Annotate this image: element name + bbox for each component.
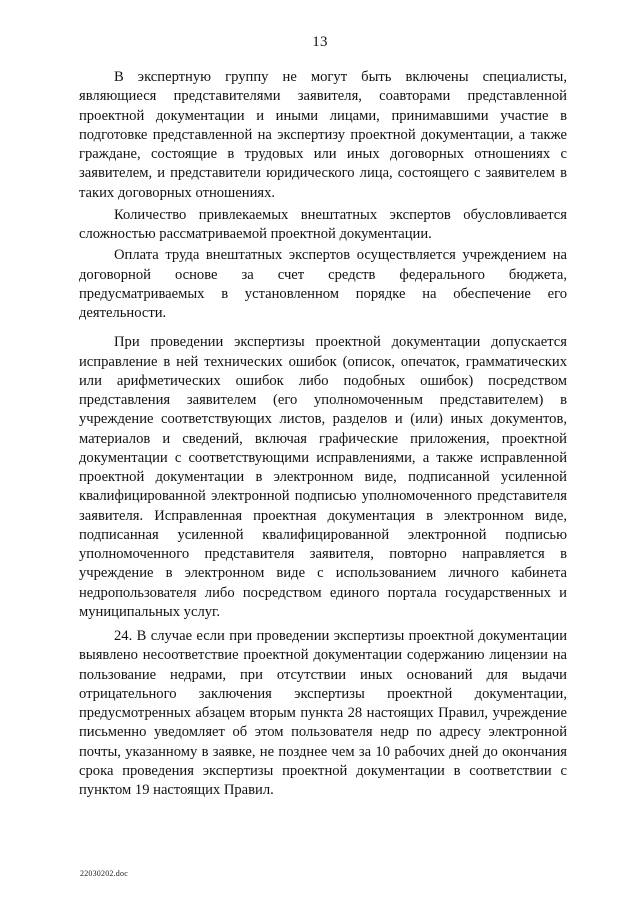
paragraph-external-experts-payment: Оплата труда внештатных экспертов осуществляется учреждением на договорной основе за счет средств федерального бюджета, предусматриваемых в установленном порядке на обеспечение его деятельности. xyxy=(79,247,567,321)
document-body xyxy=(79,68,567,800)
document-file-code: 22030202.doc xyxy=(80,869,128,878)
paragraph-error-correction: При проведении экспертизы проектной документации допускается исправление в ней технических ошибок (описок, опечаток, грамматических или арифметических ошибок либо подобных ошибок) посредством представления заявителем (его уполномоченным представителем) в учреждение соответствующих листов, разделов и (или) иных документов, материалов и сведений, включая графические приложения, проектной документации с соответствующими исправлениями, а также исправленной проектной документации в электронном виде, подписанной усиленной квалифицированной электронной подписью уполномоченного представителя заявителя. Исправленная проектная документация в электронном виде, подписанная усиленной квалифицированной электронной подписью уполномоченного представителя заявителя, повторно направляется в учреждение в электронном виде с использованием личного кабинета недропользователя либо посредством единого портала государственных и муниципальных услуг. xyxy=(79,334,567,620)
paragraph-clause-24: 24. В случае если при проведении экспертизы проектной документации выявлено несоответствие проектной документации содержанию лицензии на пользование недрами, при отсутствии иных оснований для выдачи отрицательного заключения экспертизы проектной документации, предусмотренных абзацем вторым пункта 28 настоящих Правил, учреждение письменно уведомляет об этом пользователя недр по адресу электронной почты, указанному в заявке, не позднее чем за 10 рабочих дней до окончания срока проведения экспертизы проектной документации в соответствии с пунктом 19 настоящих Правил. xyxy=(79,628,567,798)
paragraph-expert-group-restrictions: В экспертную группу не могут быть включены специалисты, являющиеся представителями заявителя, соавторами представленной проектной документации и иными лицами, принимавшими участие в подготовке представленной на экспертизу проектной документации, а также граждане, состоящие в трудовых или иных договорных отношениях с заявителем, и представители юридического лица, состоящего с заявителем в таких договорных отношениях. xyxy=(79,69,567,201)
paragraph-external-experts-count: Количество привлекаемых внештатных экспертов обусловливается сложностью рассматриваемой проектной документации. xyxy=(79,206,567,242)
page-number: 13 xyxy=(312,34,328,50)
